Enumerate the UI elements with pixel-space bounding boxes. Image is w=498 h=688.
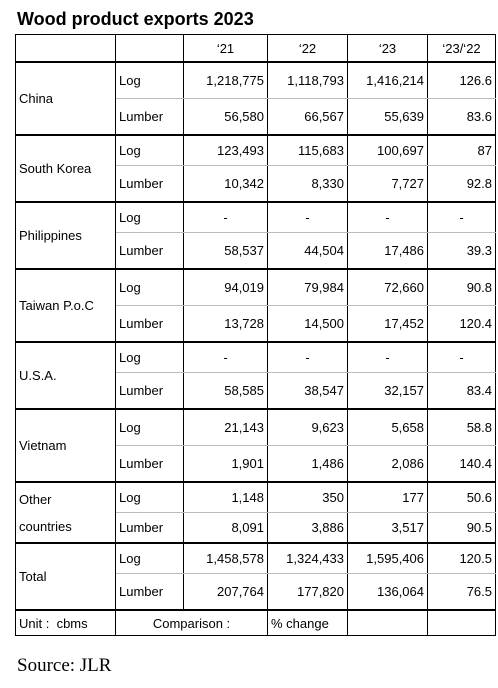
change-cell: 120.4: [428, 306, 496, 343]
value-cell: 3,886: [268, 513, 348, 544]
value-cell: -: [184, 342, 268, 373]
change-cell: 83.4: [428, 373, 496, 410]
value-cell: 1,416,214: [348, 62, 428, 99]
change-cell: 87: [428, 135, 496, 166]
table-row: [16, 202, 496, 233]
country-usa: U.S.A.: [16, 342, 116, 409]
value-cell: 79,984: [268, 269, 348, 306]
value-cell: 1,324,433: [268, 543, 348, 574]
change-cell: 50.6: [428, 482, 496, 513]
table-row: [16, 543, 496, 574]
change-cell: 126.6: [428, 62, 496, 99]
value-cell: 58,537: [184, 233, 268, 270]
type-lumber: Lumber: [116, 373, 184, 410]
value-cell: 350: [268, 482, 348, 513]
country-china: China: [16, 62, 116, 135]
value-cell: 10,342: [184, 166, 268, 203]
value-cell: 72,660: [348, 269, 428, 306]
table-row: [16, 482, 496, 513]
header-2021: ‘21: [184, 35, 268, 63]
table-row: [16, 135, 496, 166]
value-cell: 17,486: [348, 233, 428, 270]
type-log: Log: [116, 62, 184, 99]
value-cell: 1,458,578: [184, 543, 268, 574]
value-cell: 100,697: [348, 135, 428, 166]
table-row: [16, 409, 496, 446]
value-cell: 8,330: [268, 166, 348, 203]
value-cell: -: [348, 342, 428, 373]
type-lumber: Lumber: [116, 574, 184, 611]
type-lumber: Lumber: [116, 233, 184, 270]
value-cell: -: [268, 202, 348, 233]
change-cell: 90.8: [428, 269, 496, 306]
value-cell: 38,547: [268, 373, 348, 410]
value-cell: -: [348, 202, 428, 233]
value-cell: 58,585: [184, 373, 268, 410]
country-philippines: Philippines: [16, 202, 116, 269]
change-cell: 92.8: [428, 166, 496, 203]
change-cell: 76.5: [428, 574, 496, 611]
value-cell: -: [184, 202, 268, 233]
value-cell: 7,727: [348, 166, 428, 203]
type-log: Log: [116, 135, 184, 166]
source-note: Source: JLR: [17, 655, 112, 676]
value-cell: 3,517: [348, 513, 428, 544]
change-cell: 140.4: [428, 446, 496, 483]
value-cell: 207,764: [184, 574, 268, 611]
header-blank: [116, 35, 184, 63]
header-blank: [16, 35, 116, 63]
value-cell: 8,091: [184, 513, 268, 544]
value-cell: -: [268, 342, 348, 373]
type-lumber: Lumber: [116, 306, 184, 343]
change-cell: 83.6: [428, 99, 496, 136]
value-cell: 66,567: [268, 99, 348, 136]
header-2023: ‘23: [348, 35, 428, 63]
value-cell: 123,493: [184, 135, 268, 166]
type-log: Log: [116, 269, 184, 306]
country-south-korea: South Korea: [16, 135, 116, 202]
table-title: Wood product exports 2023: [17, 9, 254, 29]
type-log: Log: [116, 543, 184, 574]
value-cell: 1,148: [184, 482, 268, 513]
value-cell: 1,595,406: [348, 543, 428, 574]
change-cell: -: [428, 342, 496, 373]
value-cell: 1,218,775: [184, 62, 268, 99]
type-log: Log: [116, 202, 184, 233]
type-log: Log: [116, 342, 184, 373]
type-lumber: Lumber: [116, 513, 184, 544]
type-log: Log: [116, 482, 184, 513]
type-lumber: Lumber: [116, 446, 184, 483]
value-cell: 32,157: [348, 373, 428, 410]
value-cell: 55,639: [348, 99, 428, 136]
header-2022: ‘22: [268, 35, 348, 63]
table-row: [16, 62, 496, 99]
unit-note: Unit : cbms: [16, 610, 116, 636]
country-taiwan: Taiwan P.o.C: [16, 269, 116, 342]
value-cell: 44,504: [268, 233, 348, 270]
value-cell: 94,019: [184, 269, 268, 306]
value-cell: 14,500: [268, 306, 348, 343]
change-cell: -: [428, 202, 496, 233]
comparison-label: Comparison :: [116, 610, 268, 636]
value-cell: 136,064: [348, 574, 428, 611]
country-other-line2: countries: [19, 518, 72, 534]
footer-blank: [348, 610, 428, 636]
value-cell: 17,452: [348, 306, 428, 343]
total-label: Total: [16, 543, 116, 610]
exports-table: [15, 34, 496, 636]
change-cell: 39.3: [428, 233, 496, 270]
change-cell: 58.8: [428, 409, 496, 446]
header-change: ‘23/‘22: [428, 35, 496, 63]
type-log: Log: [116, 409, 184, 446]
value-cell: 9,623: [268, 409, 348, 446]
value-cell: 1,118,793: [268, 62, 348, 99]
value-cell: 1,486: [268, 446, 348, 483]
table-row: [16, 342, 496, 373]
country-other: [16, 482, 116, 543]
change-cell: 120.5: [428, 543, 496, 574]
footer-row: [16, 610, 496, 636]
value-cell: 177: [348, 482, 428, 513]
type-lumber: Lumber: [116, 166, 184, 203]
value-cell: 115,683: [268, 135, 348, 166]
value-cell: 13,728: [184, 306, 268, 343]
country-vietnam: Vietnam: [16, 409, 116, 482]
value-cell: 2,086: [348, 446, 428, 483]
country-other-line1: Other: [19, 491, 52, 507]
table-row: [16, 269, 496, 306]
header-row: [16, 35, 496, 63]
value-cell: 1,901: [184, 446, 268, 483]
value-cell: 21,143: [184, 409, 268, 446]
value-cell: 177,820: [268, 574, 348, 611]
comparison-value: % change: [268, 610, 348, 636]
type-lumber: Lumber: [116, 99, 184, 136]
change-cell: 90.5: [428, 513, 496, 544]
value-cell: 56,580: [184, 99, 268, 136]
footer-blank: [428, 610, 496, 636]
value-cell: 5,658: [348, 409, 428, 446]
